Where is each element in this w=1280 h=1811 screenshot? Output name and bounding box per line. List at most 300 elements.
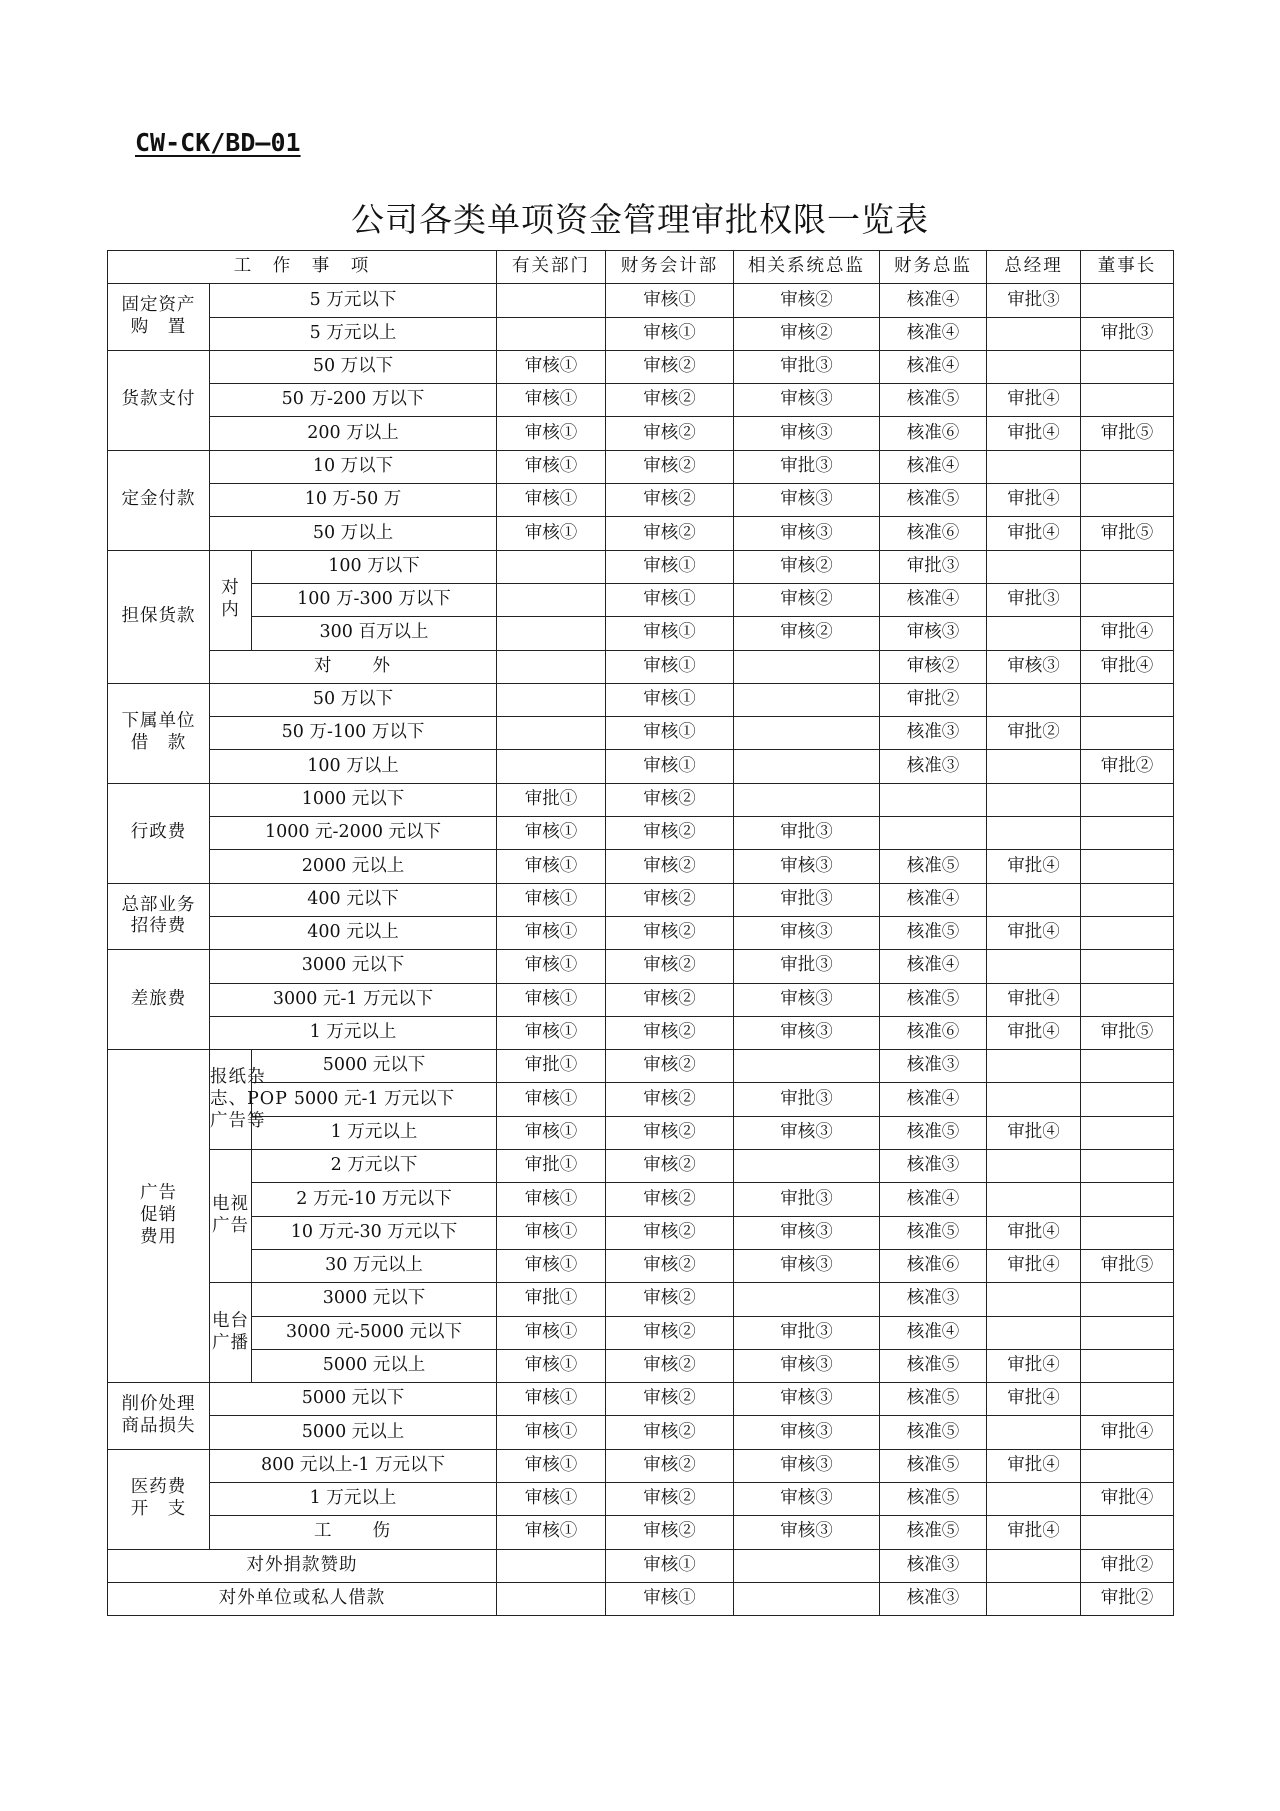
table-row	[108, 317, 1174, 350]
row-item-label: 2 万元-10 万元以下	[252, 1183, 497, 1216]
approval-cell: 审核①	[497, 883, 606, 916]
approval-cell	[987, 550, 1081, 583]
approval-cell: 审核①	[497, 1482, 606, 1515]
approval-cell: 审批③	[987, 284, 1081, 317]
table-row	[108, 1249, 1174, 1282]
approval-cell	[987, 883, 1081, 916]
approval-cell	[734, 683, 880, 716]
table-row	[108, 717, 1174, 750]
approval-cell: 核准⑤	[880, 1216, 987, 1249]
row-category: 下属单位 借 款	[108, 683, 210, 783]
approval-cell	[734, 1283, 880, 1316]
table-row	[108, 1516, 1174, 1549]
approval-cell	[497, 583, 606, 616]
approval-cell: 审批④	[1081, 650, 1174, 683]
approval-cell: 审核②	[606, 1482, 734, 1515]
approval-cell: 核准⑤	[880, 850, 987, 883]
approval-cell: 核准④	[880, 1316, 987, 1349]
approval-cell: 审批④	[987, 1116, 1081, 1149]
approval-cell	[987, 1582, 1081, 1615]
approval-cell: 审批④	[1081, 617, 1174, 650]
approval-cell	[1081, 1150, 1174, 1183]
row-item-label: 5000 元以下	[210, 1383, 497, 1416]
approval-cell: 审核③	[734, 1516, 880, 1549]
row-item-label: 50 万-100 万以下	[210, 717, 497, 750]
approval-cell	[1081, 1050, 1174, 1083]
approval-cell	[880, 783, 987, 816]
table-row	[108, 1050, 1174, 1083]
approval-cell	[1081, 1283, 1174, 1316]
approval-cell: 审核①	[497, 983, 606, 1016]
approval-cell: 审批②	[987, 717, 1081, 750]
row-item-label: 30 万元以上	[252, 1249, 497, 1282]
approval-cell: 审核③	[734, 484, 880, 517]
approval-cell	[987, 683, 1081, 716]
approval-cell: 审批④	[987, 1016, 1081, 1049]
row-item-label: 1000 元以下	[210, 783, 497, 816]
table-row	[108, 983, 1174, 1016]
header-column: 总经理	[987, 251, 1081, 284]
approval-cell: 审核②	[606, 450, 734, 483]
table-row	[108, 550, 1174, 583]
row-item-label: 10 万-50 万	[210, 484, 497, 517]
approval-cell	[497, 1582, 606, 1615]
table-row	[108, 1383, 1174, 1416]
approval-cell	[734, 650, 880, 683]
approval-cell	[734, 783, 880, 816]
table-row	[108, 1016, 1174, 1049]
approval-cell: 审核③	[734, 1116, 880, 1149]
header-column: 有关部门	[497, 251, 606, 284]
approval-cell	[1081, 350, 1174, 383]
approval-cell: 审批③	[734, 1316, 880, 1349]
table-row	[108, 417, 1174, 450]
approval-cell: 审核①	[497, 350, 606, 383]
approval-cell: 审批④	[987, 850, 1081, 883]
document-title: 公司各类单项资金管理审批权限一览表	[351, 200, 929, 239]
table-row	[108, 817, 1174, 850]
approval-cell: 核准④	[880, 1083, 987, 1116]
approval-cell: 审核②	[606, 1083, 734, 1116]
approval-cell: 核准④	[880, 450, 987, 483]
row-item-label: 400 元以下	[210, 883, 497, 916]
approval-cell: 审批③	[1081, 317, 1174, 350]
approval-cell: 审核②	[606, 1349, 734, 1382]
approval-cell: 审核②	[606, 950, 734, 983]
approval-cell: 审核②	[606, 417, 734, 450]
row-category: 定金付款	[108, 450, 210, 550]
approval-cell	[1081, 484, 1174, 517]
approval-cell: 核准⑤	[880, 1416, 987, 1449]
approval-cell	[987, 1150, 1081, 1183]
approval-cell: 审核②	[606, 883, 734, 916]
approval-cell: 审批⑤	[1081, 1016, 1174, 1049]
approval-cell	[1081, 850, 1174, 883]
approval-cell: 审核①	[497, 1216, 606, 1249]
approval-cell: 审核①	[606, 1549, 734, 1582]
table-row	[108, 1349, 1174, 1382]
approval-cell: 核准⑥	[880, 1016, 987, 1049]
approval-cell: 审核①	[497, 484, 606, 517]
approval-cell: 审核③	[734, 1383, 880, 1416]
row-subcategory: 报纸杂 志、POP 广告等	[210, 1050, 252, 1150]
approval-cell: 核准⑤	[880, 1116, 987, 1149]
approval-cell: 核准④	[880, 1183, 987, 1216]
approval-cell	[987, 1183, 1081, 1216]
approval-cell: 核准④	[880, 950, 987, 983]
approval-cell	[1081, 983, 1174, 1016]
approval-cell: 核准⑤	[880, 916, 987, 949]
approval-cell: 审核②	[606, 916, 734, 949]
approval-cell	[987, 1083, 1081, 1116]
approval-cell: 审批④	[987, 983, 1081, 1016]
approval-cell: 审批⑤	[1081, 1249, 1174, 1282]
row-item-label: 50 万以上	[210, 517, 497, 550]
approval-cell: 审核③	[987, 650, 1081, 683]
approval-cell	[734, 1549, 880, 1582]
row-item-label: 200 万以上	[210, 417, 497, 450]
approval-cell: 审核①	[606, 683, 734, 716]
row-category: 削价处理 商品损失	[108, 1383, 210, 1450]
approval-cell: 审核①	[606, 650, 734, 683]
approval-cell: 核准③	[880, 1150, 987, 1183]
approval-cell	[1081, 883, 1174, 916]
table-row	[108, 284, 1174, 317]
approval-cell	[1081, 384, 1174, 417]
approval-cell: 核准⑥	[880, 1249, 987, 1282]
table-row	[108, 1283, 1174, 1316]
row-item-label: 3000 元以下	[252, 1283, 497, 1316]
table-row	[108, 450, 1174, 483]
approval-cell: 核准⑤	[880, 1349, 987, 1382]
approval-cell	[987, 317, 1081, 350]
approval-cell: 审核②	[606, 1216, 734, 1249]
approval-cell: 审批④	[987, 1216, 1081, 1249]
approval-cell: 审核①	[606, 617, 734, 650]
approval-cell: 审核①	[606, 583, 734, 616]
approval-cell: 审核①	[497, 850, 606, 883]
approval-cell: 审核②	[606, 1449, 734, 1482]
approval-cell: 审核①	[497, 916, 606, 949]
approval-cell: 核准④	[880, 317, 987, 350]
approval-cell: 核准⑤	[880, 384, 987, 417]
approval-cell	[497, 317, 606, 350]
approval-cell: 审批④	[987, 1383, 1081, 1416]
approval-cell: 审核②	[880, 650, 987, 683]
row-item-label: 800 元以上-1 万元以下	[210, 1449, 497, 1482]
row-item-label: 50 万以下	[210, 683, 497, 716]
row-subcategory: 电台 广播	[210, 1283, 252, 1383]
row-item-label: 5000 元以上	[210, 1416, 497, 1449]
row-item-label: 100 万以上	[210, 750, 497, 783]
approval-cell: 审核①	[497, 1116, 606, 1149]
approval-cell	[1081, 284, 1174, 317]
table-row	[108, 783, 1174, 816]
header-column: 财务会计部	[606, 251, 734, 284]
approval-cell	[734, 1050, 880, 1083]
table-row	[108, 1416, 1174, 1449]
approval-cell	[987, 1549, 1081, 1582]
approval-cell: 审核①	[606, 550, 734, 583]
row-item-label: 3000 元以下	[210, 950, 497, 983]
approval-cell	[497, 683, 606, 716]
approval-cell	[1081, 1449, 1174, 1482]
table-row	[108, 683, 1174, 716]
table-row	[108, 583, 1174, 616]
approval-cell: 审核①	[606, 717, 734, 750]
approval-cell: 审批③	[734, 1183, 880, 1216]
approval-cell	[1081, 1383, 1174, 1416]
approval-cell	[987, 1482, 1081, 1515]
approval-cell: 审核①	[497, 1083, 606, 1116]
row-item-label: 工 伤	[210, 1516, 497, 1549]
approval-cell	[1081, 817, 1174, 850]
table-row	[108, 916, 1174, 949]
approval-cell: 审核①	[497, 1249, 606, 1282]
header-column: 财务总监	[880, 251, 987, 284]
document-code: CW-CK/BD—01	[135, 128, 301, 157]
approval-cell: 核准⑤	[880, 1449, 987, 1482]
row-item-label: 3000 元-5000 元以下	[252, 1316, 497, 1349]
approval-cell	[1081, 583, 1174, 616]
row-category: 总部业务 招待费	[108, 883, 210, 950]
table-row	[108, 850, 1174, 883]
row-item-label: 100 万以下	[252, 550, 497, 583]
approval-cell: 审核②	[606, 817, 734, 850]
approval-cell: 核准⑤	[880, 1516, 987, 1549]
table-row	[108, 883, 1174, 916]
approval-cell: 审批①	[497, 1283, 606, 1316]
table-row	[108, 1482, 1174, 1515]
approval-cell: 审核①	[497, 1316, 606, 1349]
row-item-label: 5000 元以上	[252, 1349, 497, 1382]
approval-cell: 审核①	[497, 1016, 606, 1049]
approval-cell: 审批③	[734, 883, 880, 916]
approval-cell: 审核②	[606, 350, 734, 383]
approval-cell: 审核①	[497, 450, 606, 483]
approval-cell: 审核③	[734, 1349, 880, 1382]
approval-cell: 审批⑤	[1081, 517, 1174, 550]
row-category: 医药费 开 支	[108, 1449, 210, 1549]
approval-cell: 审批①	[497, 1150, 606, 1183]
row-item-label: 对 外	[210, 650, 497, 683]
approval-cell: 审核③	[734, 417, 880, 450]
header-column: 董事长	[1081, 251, 1174, 284]
row-item-label: 对外单位或私人借款	[108, 1582, 497, 1615]
approval-cell: 核准③	[880, 717, 987, 750]
approval-cell: 审批③	[734, 950, 880, 983]
table-row	[108, 950, 1174, 983]
table-row	[108, 384, 1174, 417]
row-item-label: 5000 元-1 万元以下	[252, 1083, 497, 1116]
approval-cell	[987, 617, 1081, 650]
approval-cell: 审核①	[497, 817, 606, 850]
approval-cell: 核准⑤	[880, 1482, 987, 1515]
table-row	[108, 1150, 1174, 1183]
approval-cell	[987, 1050, 1081, 1083]
approval-cell: 审批④	[987, 1349, 1081, 1382]
row-item-label: 300 百万以上	[252, 617, 497, 650]
approval-cell: 审核②	[606, 1050, 734, 1083]
approval-cell: 审核③	[734, 916, 880, 949]
row-category: 差旅费	[108, 950, 210, 1050]
table-row	[108, 1582, 1174, 1615]
approval-cell: 审核①	[497, 1516, 606, 1549]
approval-cell	[987, 783, 1081, 816]
table-row	[108, 1116, 1174, 1149]
approval-cell	[987, 750, 1081, 783]
approval-cell: 核准⑥	[880, 417, 987, 450]
approval-cell: 审核③	[734, 983, 880, 1016]
approval-cell: 审核②	[606, 1283, 734, 1316]
approval-cell: 审批②	[1081, 750, 1174, 783]
table-row	[108, 1216, 1174, 1249]
approval-cell: 审批②	[1081, 1582, 1174, 1615]
approval-cell	[1081, 1216, 1174, 1249]
approval-cell: 审批④	[987, 484, 1081, 517]
approval-cell: 审批④	[987, 417, 1081, 450]
approval-cell	[734, 750, 880, 783]
approval-cell: 核准③	[880, 750, 987, 783]
approval-cell: 审核②	[606, 1516, 734, 1549]
approval-cell: 审核①	[497, 1183, 606, 1216]
approval-cell	[880, 817, 987, 850]
approval-cell: 审核②	[606, 384, 734, 417]
approval-cell	[734, 717, 880, 750]
approval-cell: 审核③	[734, 1416, 880, 1449]
approval-cell: 审批④	[1081, 1416, 1174, 1449]
approval-cell: 审核②	[606, 517, 734, 550]
approval-cell: 审核③	[734, 384, 880, 417]
approval-cell: 核准④	[880, 883, 987, 916]
row-item-label: 1 万元以上	[210, 1016, 497, 1049]
approval-cell	[497, 750, 606, 783]
approval-cell	[734, 1582, 880, 1615]
row-category: 货款支付	[108, 350, 210, 450]
approval-cell: 审核①	[497, 517, 606, 550]
row-item-label: 对外捐款赞助	[108, 1549, 497, 1582]
table-row	[108, 517, 1174, 550]
approval-cell: 审批④	[987, 517, 1081, 550]
approval-cell	[1081, 916, 1174, 949]
row-item-label: 5 万元以上	[210, 317, 497, 350]
table-row	[108, 750, 1174, 783]
approval-cell: 审核①	[606, 317, 734, 350]
row-item-label: 5 万元以下	[210, 284, 497, 317]
approval-cell: 审批④	[1081, 1482, 1174, 1515]
approval-cell: 审核②	[606, 850, 734, 883]
row-item-label: 5000 元以下	[252, 1050, 497, 1083]
approval-cell: 审核②	[606, 1116, 734, 1149]
approval-cell	[497, 550, 606, 583]
approval-cell: 审批②	[880, 683, 987, 716]
approval-cell: 审核②	[606, 1183, 734, 1216]
approval-cell: 审批④	[987, 384, 1081, 417]
approval-cell	[987, 450, 1081, 483]
approval-cell: 审核②	[734, 317, 880, 350]
approval-cell: 审核①	[497, 417, 606, 450]
row-subcategory: 电视 广告	[210, 1150, 252, 1283]
approval-cell	[987, 1316, 1081, 1349]
approval-cell: 核准⑤	[880, 484, 987, 517]
row-category: 担保货款	[108, 550, 210, 683]
approval-cell: 核准③	[880, 1549, 987, 1582]
approval-cell: 审批③	[734, 450, 880, 483]
approval-cell	[1081, 1316, 1174, 1349]
table-row	[108, 484, 1174, 517]
approval-cell: 审批④	[987, 1249, 1081, 1282]
approval-cell: 审核②	[606, 783, 734, 816]
row-item-label: 1 万元以上	[252, 1116, 497, 1149]
approval-cell: 审核③	[734, 1016, 880, 1049]
approval-cell	[497, 617, 606, 650]
approval-cell: 审核②	[606, 1383, 734, 1416]
row-category: 固定资产 购 置	[108, 284, 210, 351]
table-row	[108, 350, 1174, 383]
approval-cell: 审核①	[497, 1383, 606, 1416]
approval-cell	[987, 350, 1081, 383]
table-row	[108, 1316, 1174, 1349]
approval-cell: 审核③	[734, 850, 880, 883]
approval-cell: 审核②	[734, 284, 880, 317]
approval-cell: 审核①	[606, 284, 734, 317]
approval-cell: 审核②	[606, 484, 734, 517]
approval-cell: 审批①	[497, 783, 606, 816]
row-item-label: 2000 元以上	[210, 850, 497, 883]
approval-cell	[987, 817, 1081, 850]
table-row	[108, 1183, 1174, 1216]
table-row	[108, 1549, 1174, 1582]
approval-cell: 审核③	[734, 1249, 880, 1282]
approval-cell: 审核②	[606, 1316, 734, 1349]
approval-cell	[1081, 1183, 1174, 1216]
approval-cell: 审批⑤	[1081, 417, 1174, 450]
approval-cell: 审核②	[606, 1150, 734, 1183]
approval-cell: 审批③	[734, 1083, 880, 1116]
approval-cell: 审批③	[987, 583, 1081, 616]
approval-cell: 审核①	[606, 750, 734, 783]
approval-cell	[1081, 783, 1174, 816]
approval-cell: 核准④	[880, 350, 987, 383]
approval-cell: 核准③	[880, 1050, 987, 1083]
approval-authority-table	[107, 250, 1174, 1616]
row-item-label: 10 万以下	[210, 450, 497, 483]
approval-cell	[1081, 950, 1174, 983]
approval-cell: 审核②	[734, 550, 880, 583]
approval-cell: 核准③	[880, 1283, 987, 1316]
approval-cell	[987, 950, 1081, 983]
row-item-label: 50 万以下	[210, 350, 497, 383]
row-item-label: 1000 元-2000 元以下	[210, 817, 497, 850]
approval-cell	[1081, 1349, 1174, 1382]
approval-cell: 审批①	[497, 1050, 606, 1083]
approval-cell	[1081, 1083, 1174, 1116]
table-row	[108, 1449, 1174, 1482]
row-item-label: 3000 元-1 万元以下	[210, 983, 497, 1016]
approval-cell: 核准④	[880, 583, 987, 616]
row-item-label: 100 万-300 万以下	[252, 583, 497, 616]
approval-cell	[1081, 717, 1174, 750]
approval-cell	[987, 1416, 1081, 1449]
approval-cell: 核准⑤	[880, 983, 987, 1016]
approval-cell: 审核②	[734, 617, 880, 650]
approval-cell: 审核③	[880, 617, 987, 650]
row-subcategory: 对 内	[210, 550, 252, 650]
row-category: 行政费	[108, 783, 210, 883]
approval-cell	[1081, 1516, 1174, 1549]
approval-cell	[1081, 450, 1174, 483]
approval-cell: 审核②	[606, 1416, 734, 1449]
